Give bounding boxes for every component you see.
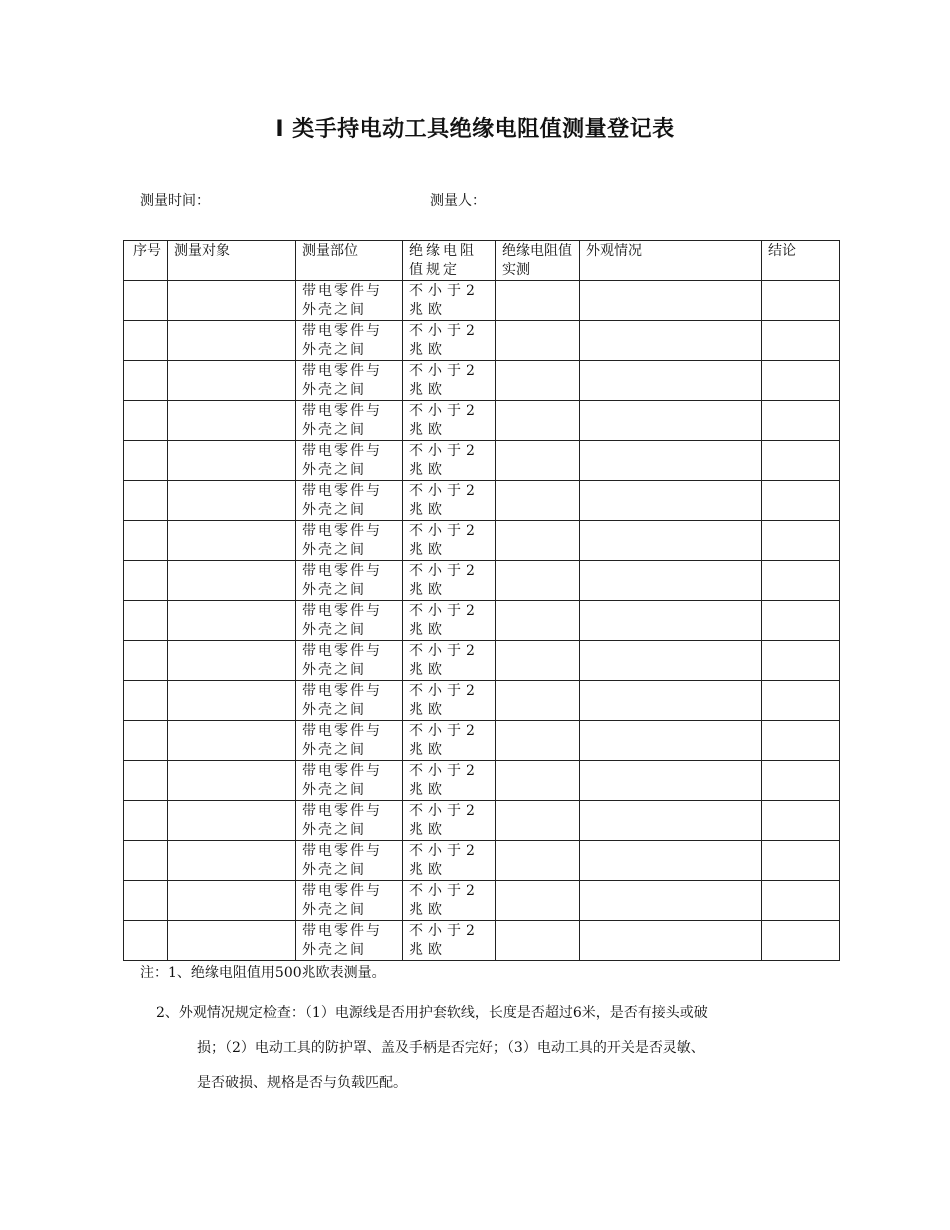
cell-measured[interactable] <box>496 841 580 881</box>
cell-target[interactable] <box>168 401 296 441</box>
cell-conclusion[interactable] <box>762 601 840 641</box>
cell-spec: 不小于2兆欧 <box>403 881 496 921</box>
cell-measured[interactable] <box>496 521 580 561</box>
table-row <box>124 401 840 441</box>
cell-spec: 不小于2兆欧 <box>403 441 496 481</box>
cell-index[interactable] <box>124 801 168 841</box>
cell-conclusion[interactable] <box>762 401 840 441</box>
table-row <box>124 281 840 321</box>
cell-spec: 不小于2兆欧 <box>403 801 496 841</box>
table-row <box>124 481 840 521</box>
cell-conclusion[interactable] <box>762 681 840 721</box>
cell-conclusion[interactable] <box>762 481 840 521</box>
header-conclusion: 结论 <box>762 241 840 281</box>
cell-spec: 不小于2兆欧 <box>403 681 496 721</box>
cell-index[interactable] <box>124 841 168 881</box>
cell-measured[interactable] <box>496 641 580 681</box>
cell-appearance[interactable] <box>580 361 762 401</box>
cell-conclusion[interactable] <box>762 561 840 601</box>
table-row <box>124 641 840 681</box>
cell-target[interactable] <box>168 281 296 321</box>
measure-person-label: 测量人： <box>430 193 486 209</box>
cell-appearance[interactable] <box>580 681 762 721</box>
table-header-row <box>124 241 840 281</box>
cell-conclusion[interactable] <box>762 721 840 761</box>
note-2 <box>156 996 826 1101</box>
cell-conclusion[interactable] <box>762 441 840 481</box>
cell-index[interactable] <box>124 561 168 601</box>
cell-target[interactable] <box>168 881 296 921</box>
measure-time-label: 测量时间： <box>140 193 210 209</box>
cell-index[interactable] <box>124 481 168 521</box>
cell-index[interactable] <box>124 721 168 761</box>
header-index: 序号 <box>124 241 168 281</box>
cell-measured[interactable] <box>496 801 580 841</box>
cell-index[interactable] <box>124 761 168 801</box>
cell-appearance[interactable] <box>580 401 762 441</box>
cell-spec: 不小于2兆欧 <box>403 561 496 601</box>
cell-part: 带电零件与外壳之间 <box>296 521 403 561</box>
cell-measured[interactable] <box>496 481 580 521</box>
cell-index[interactable] <box>124 641 168 681</box>
cell-conclusion[interactable] <box>762 521 840 561</box>
cell-part: 带电零件与外壳之间 <box>296 921 403 961</box>
cell-part: 带电零件与外壳之间 <box>296 321 403 361</box>
cell-appearance[interactable] <box>580 641 762 681</box>
cell-spec: 不小于2兆欧 <box>403 321 496 361</box>
cell-measured[interactable] <box>496 441 580 481</box>
note-2-line-2: 损；（2）电动工具的防护罩、盖及手柄是否完好；（3）电动工具的开关是否灵敏、 <box>197 1040 705 1056</box>
cell-part: 带电零件与外壳之间 <box>296 601 403 641</box>
cell-conclusion[interactable] <box>762 881 840 921</box>
cell-index[interactable] <box>124 321 168 361</box>
cell-part: 带电零件与外壳之间 <box>296 841 403 881</box>
cell-target[interactable] <box>168 641 296 681</box>
cell-target[interactable] <box>168 321 296 361</box>
cell-index[interactable] <box>124 921 168 961</box>
cell-part: 带电零件与外壳之间 <box>296 881 403 921</box>
table-row <box>124 801 840 841</box>
cell-target[interactable] <box>168 681 296 721</box>
table-row <box>124 361 840 401</box>
register-table <box>123 240 840 961</box>
cell-appearance[interactable] <box>580 281 762 321</box>
cell-appearance[interactable] <box>580 801 762 841</box>
cell-index[interactable] <box>124 361 168 401</box>
cell-target[interactable] <box>168 601 296 641</box>
cell-spec: 不小于2兆欧 <box>403 601 496 641</box>
cell-measured[interactable] <box>496 721 580 761</box>
cell-target[interactable] <box>168 841 296 881</box>
cell-spec: 不小于2兆欧 <box>403 481 496 521</box>
table-row <box>124 321 840 361</box>
table-row <box>124 561 840 601</box>
cell-appearance[interactable] <box>580 761 762 801</box>
table-row <box>124 761 840 801</box>
cell-measured[interactable] <box>496 921 580 961</box>
cell-target[interactable] <box>168 761 296 801</box>
cell-measured[interactable] <box>496 761 580 801</box>
note-2-line-3: 是否破损、规格是否与负载匹配。 <box>197 1075 407 1091</box>
cell-part: 带电零件与外壳之间 <box>296 801 403 841</box>
cell-target[interactable] <box>168 361 296 401</box>
cell-index[interactable] <box>124 601 168 641</box>
cell-target[interactable] <box>168 481 296 521</box>
cell-target[interactable] <box>168 721 296 761</box>
cell-appearance[interactable] <box>580 561 762 601</box>
cell-spec: 不小于2兆欧 <box>403 281 496 321</box>
cell-target[interactable] <box>168 561 296 601</box>
cell-target[interactable] <box>168 521 296 561</box>
cell-measured[interactable] <box>496 601 580 641</box>
cell-conclusion[interactable] <box>762 641 840 681</box>
cell-index[interactable] <box>124 881 168 921</box>
table-row <box>124 521 840 561</box>
cell-index[interactable] <box>124 681 168 721</box>
cell-spec: 不小于2兆欧 <box>403 921 496 961</box>
table-row <box>124 921 840 961</box>
cell-conclusion[interactable] <box>762 921 840 961</box>
cell-index[interactable] <box>124 521 168 561</box>
cell-index[interactable] <box>124 281 168 321</box>
header-target: 测量对象 <box>168 241 296 281</box>
cell-spec: 不小于2兆欧 <box>403 641 496 681</box>
cell-conclusion[interactable] <box>762 761 840 801</box>
header-measured: 绝缘电阻值实测 <box>496 241 580 281</box>
cell-appearance[interactable] <box>580 721 762 761</box>
cell-part: 带电零件与外壳之间 <box>296 721 403 761</box>
cell-index[interactable] <box>124 401 168 441</box>
cell-spec: 不小于2兆欧 <box>403 761 496 801</box>
cell-spec: 不小于2兆欧 <box>403 521 496 561</box>
cell-part: 带电零件与外壳之间 <box>296 441 403 481</box>
table-row <box>124 601 840 641</box>
table-row <box>124 441 840 481</box>
table-body <box>124 281 840 961</box>
header-spec: 绝缘电阻值规定 <box>403 241 496 281</box>
cell-appearance[interactable] <box>580 881 762 921</box>
cell-conclusion[interactable] <box>762 801 840 841</box>
table-row <box>124 681 840 721</box>
cell-measured[interactable] <box>496 561 580 601</box>
header-appearance: 外观情况 <box>580 241 762 281</box>
cell-measured[interactable] <box>496 681 580 721</box>
cell-spec: 不小于2兆欧 <box>403 841 496 881</box>
cell-appearance[interactable] <box>580 321 762 361</box>
table-row <box>124 721 840 761</box>
cell-appearance[interactable] <box>580 481 762 521</box>
cell-spec: 不小于2兆欧 <box>403 401 496 441</box>
cell-appearance[interactable] <box>580 921 762 961</box>
cell-part: 带电零件与外壳之间 <box>296 681 403 721</box>
cell-part: 带电零件与外壳之间 <box>296 641 403 681</box>
cell-part: 带电零件与外壳之间 <box>296 481 403 521</box>
cell-part: 带电零件与外壳之间 <box>296 281 403 321</box>
cell-target[interactable] <box>168 801 296 841</box>
table-row <box>124 881 840 921</box>
cell-spec: 不小于2兆欧 <box>403 721 496 761</box>
cell-conclusion[interactable] <box>762 361 840 401</box>
cell-measured[interactable] <box>496 281 580 321</box>
cell-part: 带电零件与外壳之间 <box>296 561 403 601</box>
note-1: 注：1、绝缘电阻值用500兆欧表测量。 <box>140 965 386 981</box>
cell-conclusion[interactable] <box>762 321 840 361</box>
cell-part: 带电零件与外壳之间 <box>296 361 403 401</box>
cell-spec: 不小于2兆欧 <box>403 361 496 401</box>
note-2-line-1: 2、外观情况规定检查：（1）电源线是否用护套软线，长度是否超过6米，是否有接头或破 <box>156 1005 708 1021</box>
cell-appearance[interactable] <box>580 441 762 481</box>
cell-measured[interactable] <box>496 321 580 361</box>
page-title: Ⅰ 类手持电动工具绝缘电阻值测量登记表 <box>275 117 675 142</box>
header-part: 测量部位 <box>296 241 403 281</box>
cell-appearance[interactable] <box>580 841 762 881</box>
cell-part: 带电零件与外壳之间 <box>296 401 403 441</box>
cell-target[interactable] <box>168 441 296 481</box>
cell-appearance[interactable] <box>580 521 762 561</box>
cell-conclusion[interactable] <box>762 841 840 881</box>
table-row <box>124 841 840 881</box>
cell-measured[interactable] <box>496 401 580 441</box>
cell-part: 带电零件与外壳之间 <box>296 761 403 801</box>
cell-index[interactable] <box>124 441 168 481</box>
cell-measured[interactable] <box>496 361 580 401</box>
cell-target[interactable] <box>168 921 296 961</box>
cell-conclusion[interactable] <box>762 281 840 321</box>
cell-measured[interactable] <box>496 881 580 921</box>
cell-appearance[interactable] <box>580 601 762 641</box>
